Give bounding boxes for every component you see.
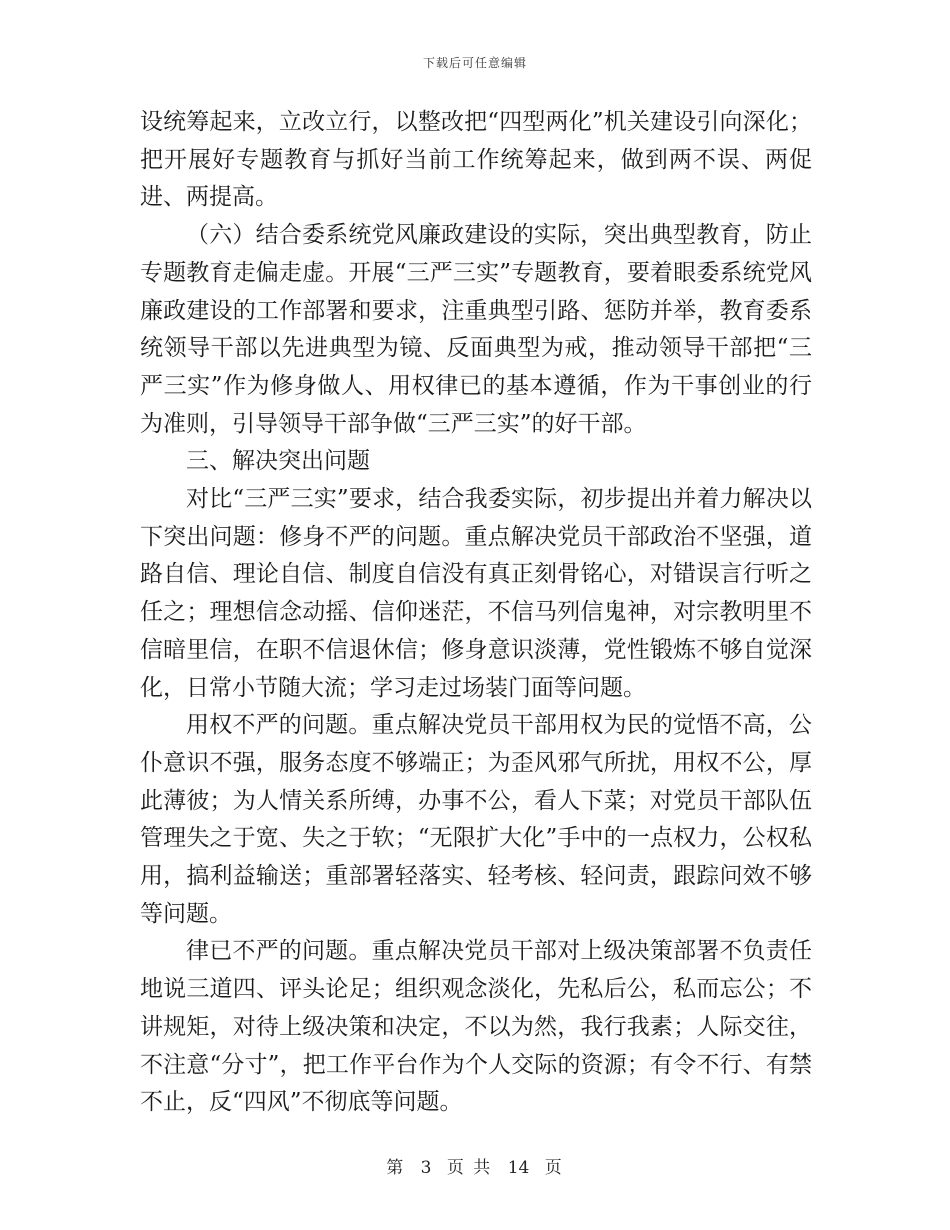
footer-current-page: 3 (420, 1158, 432, 1178)
paragraph-2: （六）结合委系统党风廉政建设的实际，突出典型教育，防止专题教育走偏走虚。开展“三严三实”专题教育，要着眼委系统党风廉政建设的工作部署和要求，注重典型引路、惩防并举，教育委系统领导干部以先进典型为镜、反面典型为戒，推动领导干部把“三严三实”作为修身做人、用权律已的基本遵循，作为干事创业的行为准则，引导领导干部争做“三严三实”的好干部。 (140, 222, 812, 437)
paragraph-5: 律已不严的问题。重点解决党员干部对上级决策部署不负责任地说三道四、评头论足；组织观念淡化，先私后公，私而忘公；不讲规矩，对待上级决策和决定，不以为然，我行我素；人际交往，不注意“分寸”，把工作平台作为个人交际的资源；有令不行、有禁不止，反“四风”不彻底等问题。 (140, 938, 812, 1116)
document-body (140, 104, 812, 1122)
paragraph-3: 对比“三严三实”要求，结合我委实际，初步提出并着力解决以下突出问题：修身不严的问题。重点解决党员干部政治不坚强，道路自信、理论自信、制度自信没有真正刻骨铭心，对错误言行听之任之；理想信念动摇、信仰迷茫，不信马列信鬼神，对宗教明里不信暗里信，在职不信退休信；修身意识淡薄，党性锻炼不够自觉深化，日常小节随大流；学习走过场装门面等问题。 (140, 486, 812, 701)
section-heading: 三、解决突出问题 (186, 448, 370, 475)
footer-prefix: 第 (386, 1158, 406, 1178)
footer-total-pages: 14 (507, 1158, 530, 1178)
paragraph-4: 用权不严的问题。重点解决党员干部用权为民的觉悟不高，公仆意识不强，服务态度不够端正；为歪风邪气所扰，用权不公，厚此薄彼；为人情关系所缚，办事不公，看人下菜；对党员干部队伍管理失之于宽、失之于软；“无限扩大化”手中的一点权力，公权私用，搞利益输送；重部署轻落实、轻考核、轻问责，跟踪问效不够等问题。 (140, 712, 812, 927)
page-footer (0, 1153, 950, 1178)
paragraph-1: 设统筹起来，立改立行，以整改把“四型两化”机关建设引向深化；把开展好专题教育与抓好当前工作统筹起来，做到两不误、两促进、两提高。 (140, 109, 812, 211)
footer-suffix: 页 (544, 1158, 564, 1178)
header-note: 下载后可任意编辑 (422, 56, 527, 70)
footer-middle: 页 共 (446, 1158, 493, 1178)
